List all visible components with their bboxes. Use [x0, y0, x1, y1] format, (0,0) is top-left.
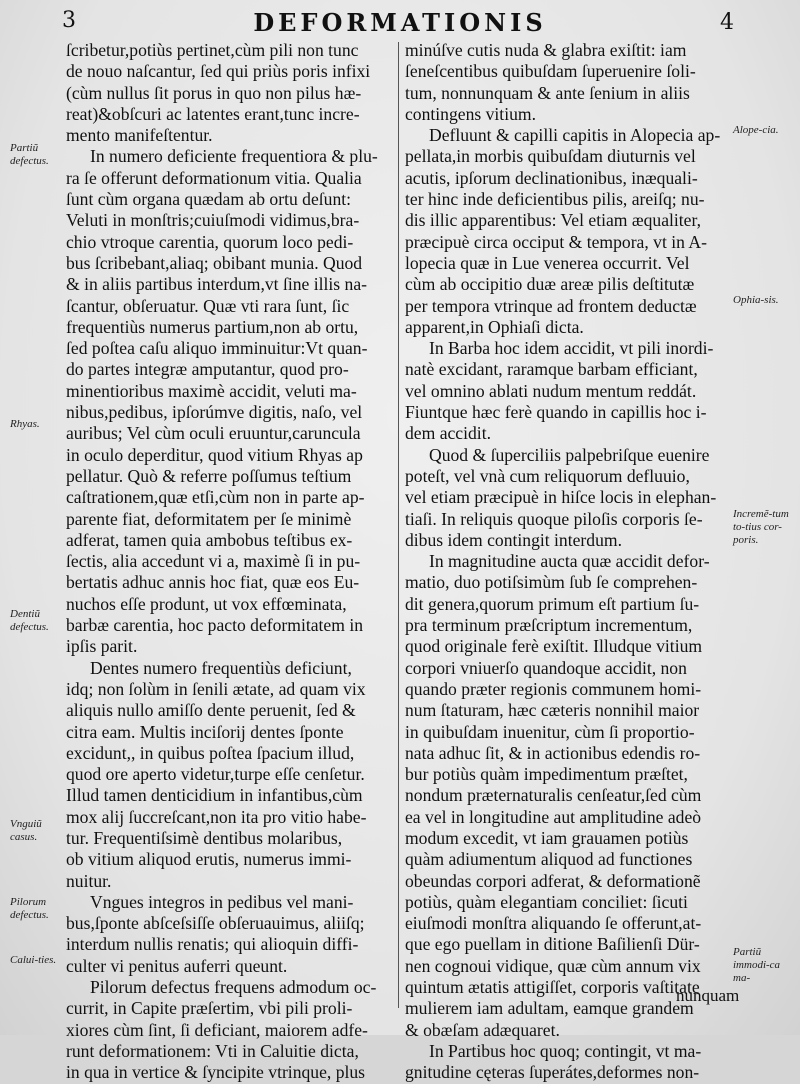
- page-header: [0, 6, 800, 40]
- text-line: auribus; Vel cùm oculi eruuntur,caruncula: [66, 423, 361, 444]
- text-line: tum, nonnunquam & ante ſenium in aliis: [405, 82, 690, 103]
- text-line: acutis, ipſorum declinationibus, inæquali-: [405, 167, 698, 188]
- text-line: dibus idem contingit interdum.: [405, 529, 622, 550]
- text-line: cùm ab occipitio duæ areæ pilis deſtitutæ: [405, 274, 695, 295]
- margin-note-partium-immodica: Partiũ immodi-ca ma-: [733, 946, 781, 984]
- text-line: nata adhuc ſit, & in actionibus edendis ro-: [405, 742, 701, 763]
- text-line: per tempora vtrinque ad frontem deductæ: [405, 295, 697, 316]
- text-line: quod originale ferè exiſtit. Illudque vitium: [405, 636, 703, 657]
- text-line: quintum ætatis attigiſſet, corporis vaſtitate: [405, 977, 700, 998]
- text-line: tur. Frequentiſsimè dentibus molaribus,: [66, 827, 343, 848]
- text-line: nuitur.: [66, 870, 112, 891]
- text-line: mulierem iam adultam, eamque grandem: [405, 998, 694, 1019]
- text-line: (cùm nullus ſit porus in quo non pilus hæ-: [66, 82, 362, 103]
- text-line: in qua in vertice & ſyncipite vtrinque, plus: [66, 1062, 366, 1083]
- text-line: ſed poſtea caſu aliquo imminuitur:Vt quan-: [66, 338, 368, 359]
- text-line: ſcribetur,potiùs pertinet,cùm pili non tunc: [66, 40, 359, 60]
- text-line: Pilorum defectus frequens admodum oc-: [90, 977, 377, 998]
- left-text-column: [66, 40, 393, 1084]
- text-line: In magnitudine aucta quæ accidit defor-: [429, 551, 710, 572]
- column-rule: [398, 42, 399, 1008]
- text-line: dit genera,quorum primum eſt partium ſu-: [405, 593, 700, 614]
- text-line: ſectis, alia accedunt vi a, maximè ſi in pu-: [66, 551, 361, 572]
- folio-left: 3: [62, 8, 76, 33]
- text-line: culter vi penitus auferri queunt.: [66, 955, 288, 976]
- text-line: frequentiùs numerus partium,non ab ortu,: [66, 316, 359, 337]
- text-line: potiùs, quàm elegantiam conciliet: ſicuti: [405, 891, 688, 912]
- text-line: quando præter regionis communem homi-: [405, 678, 702, 699]
- text-line: nibus,pedibus, ipſorúmve digitis, naſo, vel: [66, 402, 363, 423]
- text-line: ſunt cùm organa quædam ab ortu deſunt:: [66, 189, 352, 210]
- text-line: dem accidit.: [405, 423, 491, 444]
- text-line: citra eam. Multis inciſorij dentes ſponte: [66, 721, 344, 742]
- margin-note-ophiasis: Ophia-sis.: [733, 294, 779, 306]
- text-line: barbæ carentia, hoc pacto deformitatem in: [66, 615, 364, 636]
- text-line: ra ſe offerunt deformationum vitia. Qualia: [66, 167, 362, 188]
- text-line: pellatur. Quò & referre poſſumus teſtium: [66, 465, 352, 486]
- text-line: matio, duo potiſsimùm ſub ſe comprehen-: [405, 572, 698, 593]
- text-line: dis illic apparentibus: Vel etiam æqualiter,: [405, 210, 702, 231]
- text-line: præcipuè circa occiput & tempora, vt in A-: [405, 231, 707, 252]
- text-line: apparent,in Ophiaſi dicta.: [405, 316, 584, 337]
- margin-note-dentium-defectus: Dentiũ defectus.: [10, 608, 49, 633]
- text-line: chio vtroque carentia, quorum loco pedi-: [66, 231, 354, 252]
- text-line: nuchos eſſe produnt, ut vox effœminata,: [66, 593, 347, 614]
- text-line: ter hinc inde deficientibus pilis, areiſq; nu-: [405, 189, 705, 210]
- text-line: Vngues integros in pedibus vel mani-: [90, 891, 354, 912]
- running-title: DEFORMATIONIS: [253, 8, 547, 37]
- text-line: vel omnino ablati nudum mentum reddát.: [405, 380, 697, 401]
- text-line: lopecia quæ in Lue venerea occurrit. Vel: [405, 252, 690, 273]
- text-line: Veluti in monſtris;cuiuſmodi vidimus,bra-: [66, 210, 360, 231]
- text-line: in quibuſdam inuenitur, cùm ſi proportio-: [405, 721, 695, 742]
- text-line: In Partibus hoc quoq; contingit, vt ma-: [429, 1040, 702, 1061]
- text-line: contingens vitium.: [405, 103, 536, 124]
- text-line: runt deformationem: Vti in Caluitie dicta,: [66, 1040, 359, 1061]
- margin-note-unguium-casus: Vnguiũ casus.: [10, 818, 42, 843]
- margin-note-calvities: Calui-ties.: [10, 954, 57, 966]
- text-line: Defluunt & capilli capitis in Alopecia ap-: [429, 125, 721, 146]
- text-line: quod ore aperto videtur,turpe eſſe cenſetur.: [66, 764, 365, 785]
- text-line: Quod & ſuperciliis palpebriſque euenire: [429, 444, 710, 465]
- text-line: vel etiam præcipuè in hiſce locis in elephan-: [405, 487, 717, 508]
- text-line: ob vitium aliquod erutis, numerus immi-: [66, 849, 352, 870]
- margin-note-alopecia: Alope-cia.: [733, 124, 779, 136]
- text-line: que ego puellam in ditione Baſilienſi Dür-: [405, 934, 700, 955]
- text-line: caſtrationem,quæ etſi,cùm non in parte ap-: [66, 487, 365, 508]
- text-line: & obæſam adæquaret.: [405, 1019, 560, 1040]
- folio-right: 4: [720, 10, 734, 35]
- text-line: ipſis parit.: [66, 636, 138, 657]
- text-line: ſeneſcentibus quibuſdam ſuperuenire ſoli-: [405, 61, 696, 82]
- text-line: nen cognoui vidique, quæ cùm annum vix: [405, 955, 701, 976]
- text-line: nondum præternaturalis cenſeatur,ſed cùm: [405, 785, 702, 806]
- margin-note-pilorum-defectus: Pilorum defectus.: [10, 896, 49, 921]
- text-line: modum excedit, vt iam grauamen potiùs: [405, 827, 689, 848]
- margin-note-incrementum: Incremẽ-tum to-tius cor-poris.: [733, 508, 789, 546]
- text-line: mento manifeſtentur.: [66, 125, 213, 146]
- text-line: interdum nullis renatis; qui alioquin diffi-: [66, 934, 359, 955]
- text-line: obeundas corpori adferat, & deformationẽ: [405, 870, 701, 891]
- text-line: Illud tamen denticidium in infantibus,cùm: [66, 785, 363, 806]
- text-line: currit, in Capite præſertim, vbi pili proli-: [66, 998, 353, 1019]
- text-line: gnitudine cęteras ſuperátes,deformes non-: [405, 1062, 700, 1083]
- text-line: minentioribus maximè accidit, veluti ma-: [66, 380, 357, 401]
- text-line: Fiuntque hæc ferè quando in capillis hoc i-: [405, 402, 707, 423]
- text-line: poteſt, vel vnà cum reliquorum defluuio,: [405, 465, 690, 486]
- text-line: parente fiat, deformitatem per ſe minimè: [66, 508, 352, 529]
- text-line: in oculo deperditur, quod vitium Rhyas ap: [66, 444, 363, 465]
- text-line: adferat, tamen quia ambobus teſtibus ex-: [66, 529, 353, 550]
- text-line: quàm adiumentum aliquod ad functiones: [405, 849, 693, 870]
- text-line: bertatis adhuc annis hoc fiat, quæ eos Eu-: [66, 572, 360, 593]
- text-line: ſcantur, obſeruatur. Quæ vti rara ſunt, ſic: [66, 295, 350, 316]
- text-line: natè excidant, raramque barbam efficiant,: [405, 359, 698, 380]
- text-line: do partes integræ amputantur, quod pro-: [66, 359, 349, 380]
- text-line: reat)&obſcuri ac latentes erant,tunc incre-: [66, 103, 360, 124]
- margin-note-rhyas: Rhyas.: [10, 418, 40, 430]
- right-text-column: [405, 40, 732, 1084]
- text-line: minúſve cutis nuda & glabra exiſtit: iam: [405, 40, 687, 60]
- text-line: excidunt,, in quibus poſtea ſpacium illud,: [66, 742, 355, 763]
- text-line: & in aliis partibus interdum,vt ſine illis na-: [66, 274, 368, 295]
- text-line: bus ſcribebant,aliaq; obibant munia. Quod: [66, 252, 363, 273]
- text-line: bus,ſponte abſceſsiſſe obſeruauimus, aliiſq;: [66, 913, 365, 934]
- text-line: de nouo naſcantur, ſed qui priùs poris infixi: [66, 61, 371, 82]
- text-line: pellata,in morbis quibuſdam diuturnis vel: [405, 146, 696, 167]
- text-line: mox alij ſuccreſcant,non ita pro vitio habe-: [66, 806, 367, 827]
- text-line: idq; non ſolùm in ſenili ætate, ad quam vix: [66, 678, 366, 699]
- text-line: pra terminum præſcriptum incrementum,: [405, 615, 693, 636]
- text-line: In Barba hoc idem accidit, vt pili inordi-: [429, 338, 714, 359]
- text-line: xiores cùm ſint, ſi deficiant, maiorem adfe-: [66, 1019, 368, 1040]
- text-line: aliquis nullo amiſſo dente peruenit, ſed &: [66, 700, 356, 721]
- text-line: bur potiùs quàm impedimentum præſtet,: [405, 764, 688, 785]
- text-line: Dentes numero frequentiùs deficiunt,: [90, 657, 352, 678]
- text-line: ea vel in longitudine aut amplitudine adeò: [405, 806, 702, 827]
- text-line: num ſtaturam, hæc cæteris nonnihil maior: [405, 700, 700, 721]
- text-line: eiuſmodi monſtra aliquando ſe offerunt,at-: [405, 913, 702, 934]
- text-line: In numero deficiente frequentiora & plu-: [90, 146, 378, 167]
- catchword: nunquam: [676, 986, 740, 1005]
- text-line: corpori vniuerſo quandoque accidit, non: [405, 657, 687, 678]
- margin-note-partium-defectus: Partiũ defectus.: [10, 142, 49, 167]
- text-line: tiaſi. In reliquis quoque piloſis corporis ſe-: [405, 508, 703, 529]
